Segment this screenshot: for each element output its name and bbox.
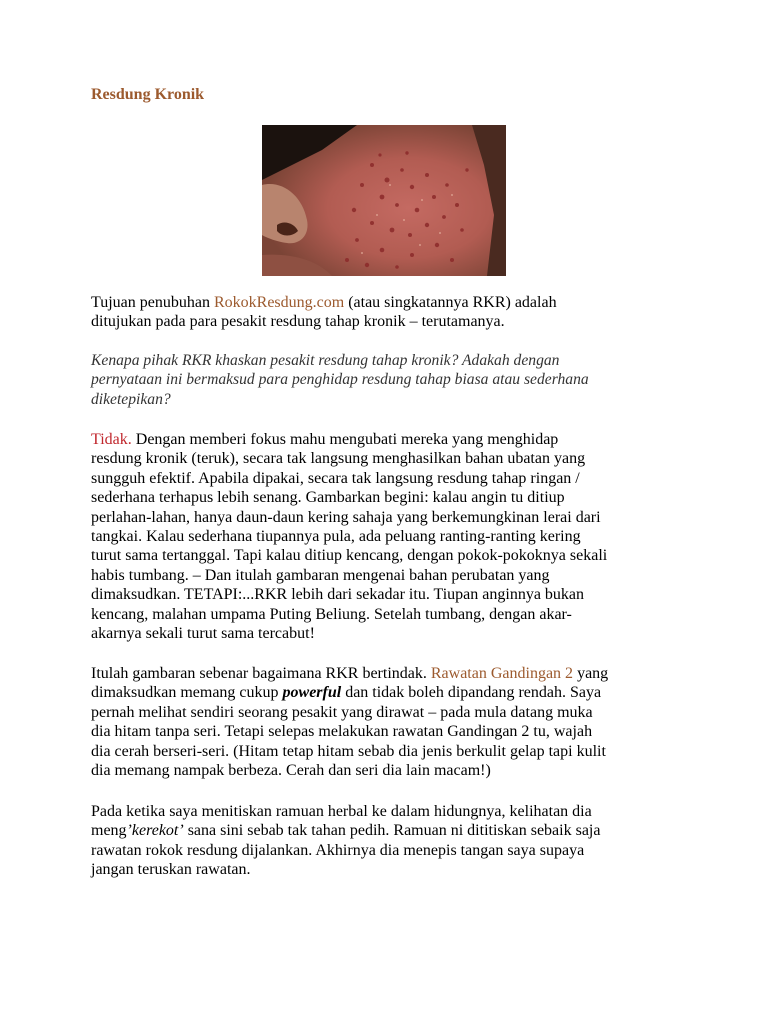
kerekot-word: ’kerekot’: [126, 822, 184, 840]
intro-line-1: Tujuan penubuhan RokokResdung.com (atau singkatannya RKR) adalah: [91, 294, 557, 311]
answer-line-6: tangkai. Kalau sederhana tiupannya pula, ada peluang ranting-ranting kering: [91, 528, 581, 546]
answer-line-1: Tidak. Dengan memberi fokus mahu mengubati mereka yang menghidap: [91, 431, 559, 448]
ramuan-line-3: rawatan rokok resdung dijalankan. Akhirnya dia menepis tangan saya supaya: [91, 841, 585, 859]
rawatan-line-4: dia hitam tanpa seri. Tetapi selepas melakukan rawatan Gandingan 2 tu, wajah: [91, 723, 593, 741]
answer-line-5: perlahan-lahan, hanya daun-daun kering sahaja yang berkemungkinan lerai dari: [91, 508, 601, 526]
question-line-1: Kenapa pihak RKR khaskan pesakit resdung tahap kronik? Adakah dengan: [91, 352, 560, 369]
rawatan-line-3: pernah melihat sendiri seorang pesakit yang dirawat – pada mula datang muka: [91, 703, 593, 721]
paragraph-rawatan: [91, 664, 691, 780]
question-line-3: diketepikan?: [91, 390, 171, 408]
answer-line-4: sederhana terhapus lebih senang. Gambarkan begini: kalau angin tu ditiup: [91, 489, 565, 507]
paragraph-ramuan: [91, 802, 691, 880]
answer-line-3: sungguh efektif. Apabila dipakai, secara tak langsung resdung tahap ringan /: [91, 469, 580, 487]
answer-line-11: akarnya sekali turut sama tercabut!: [91, 625, 315, 643]
paragraph-answer: [91, 430, 691, 643]
acne-face-photo: [262, 125, 506, 276]
rawatan-line-6: dia memang nampak berbeza. Cerah dan seri dia lain macam!): [91, 762, 491, 780]
question-line-2: pernyataan ini bermaksud para penghidap resdung tahap biasa atau sederhana: [91, 371, 589, 389]
page-title: Resdung Kronik: [91, 86, 205, 103]
intro-line-2: ditujukan pada para pesakit resdung tahap kronik – terutamanya.: [91, 313, 505, 331]
answer-line-10: kencang, malahan umpama Puting Beliung. Setelah tumbang, dengan akar-: [91, 605, 572, 623]
ramuan-line-2: meng’kerekot’ sana sini sebab tak tahan pedih. Ramuan ni dititiskan sebaik saja: [91, 822, 601, 840]
rawatan-line-5: dia cerah berseri-seri. (Hitam tetap hitam sebab dia jenis berkulit gelap tapi kulit: [91, 742, 606, 760]
rawatan-line-1: Itulah gambaran sebenar bagaimana RKR bertindak. Rawatan Gandingan 2 yang: [91, 665, 609, 682]
tidak-word: Tidak.: [91, 431, 132, 448]
paragraph-intro: [91, 293, 691, 332]
ramuan-line-4: jangan teruskan rawatan.: [91, 861, 251, 879]
paragraph-question: [91, 351, 691, 409]
answer-line-8: habis tumbang. – Dan itulah gambaran mengenai bahan perubatan yang: [91, 566, 550, 584]
powerful-word: powerful: [282, 684, 342, 702]
answer-line-7: turut sama tertanggal. Tapi kalau ditiup kencang, dengan pokok-pokoknya sekali: [91, 547, 608, 565]
rawatan-gandingan-link[interactable]: Rawatan Gandingan 2: [430, 665, 574, 682]
answer-line-9: dimaksudkan. TETAPI:...RKR lebih dari sekadar itu. Tiupan anginnya bukan: [91, 586, 585, 604]
answer-line-2: resdung kronik (teruk), secara tak langsung menghasilkan bahan ubatan yang: [91, 450, 586, 468]
rawatan-line-2: dimaksudkan memang cukup powerful dan tidak boleh dipandang rendah. Saya: [91, 684, 602, 702]
rokokresdung-link[interactable]: RokokResdung.com: [213, 294, 345, 311]
ramuan-line-1: Pada ketika saya menitiskan ramuan herbal ke dalam hidungnya, kelihatan dia: [91, 803, 592, 820]
